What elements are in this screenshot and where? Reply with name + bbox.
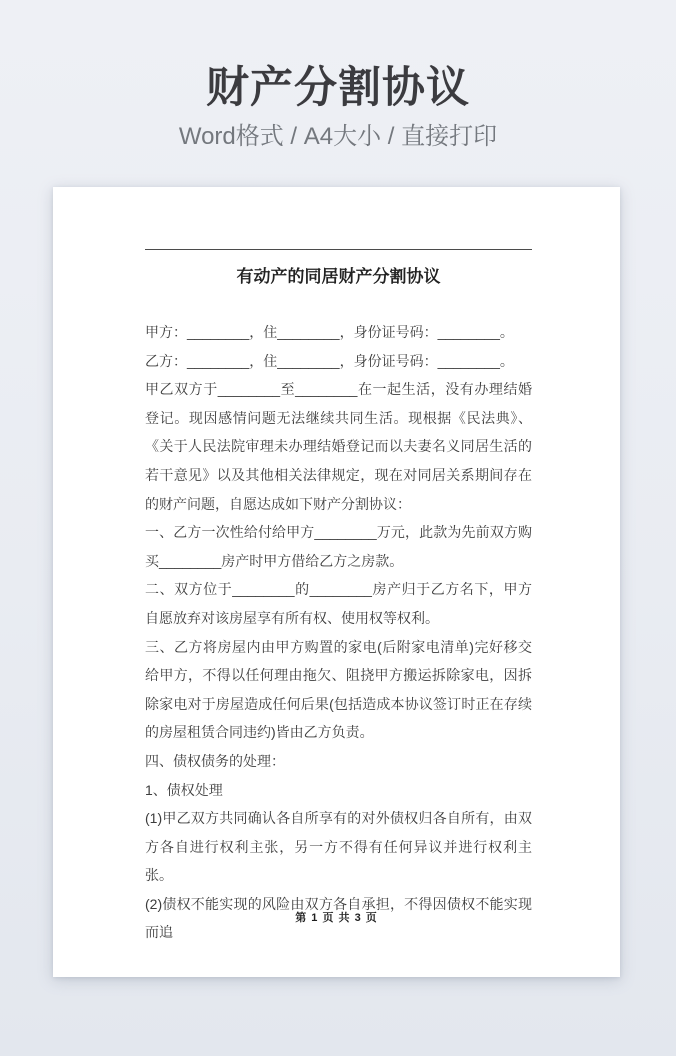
document-paragraph: 甲方：________，住________，身份证号码：________。 xyxy=(145,324,514,340)
document-paragraph: 1、债权处理 xyxy=(145,781,223,798)
hero-subtitle: Word格式 / A4大小 / 直接打印 xyxy=(178,123,498,150)
document-paragraph: 四、债权债务的处理： xyxy=(145,752,285,769)
page-number-footer: 第 1 页 共 3 页 xyxy=(295,912,378,924)
document-page-preview xyxy=(53,187,620,977)
document-paragraph: 一、乙方一次性给付给甲方________万元，此款为先前双方购买________房产时甲方借给乙方之房款。 xyxy=(145,524,532,569)
document-page-content xyxy=(145,187,532,947)
document-body xyxy=(145,318,532,947)
document-paragraph: 乙方：________，住________，身份证号码：________。 xyxy=(145,352,514,369)
document-paragraph: 甲乙双方于________至________在一起生活，没有办理结婚登记。现因感情问题无法继续共同生活。现根据《民法典》、《关于人民法院审理未办理结婚登记而以夫妻名义同居生活的若干意见》以及其他相关法律规定，现在对同居关系期间存在的财产问题，自愿达成如下财产分割协议： xyxy=(145,381,532,512)
document-paragraph: (1)甲乙双方共同确认各自所享有的对外债权归各自所有，由双方各自进行权利主张，另一方不得有任何异议并进行权利主张。 xyxy=(145,810,532,884)
hero-title: 财产分割协议 xyxy=(206,64,470,112)
document-paragraph: (2)债权不能实现的风险由双方各自承担，不得因债权不能实现而追 xyxy=(145,895,532,941)
document-paragraph: 二、双方位于________的________房产归于乙方名下，甲方自愿放弃对该房屋享有所有权、使用权等权利。 xyxy=(145,581,532,626)
separator-line xyxy=(145,249,532,250)
document-title: 有动产的同居财产分割协议 xyxy=(236,267,441,286)
document-paragraph: 三、乙方将房屋内由甲方购置的家电(后附家电清单)完好移交给甲方，不得以任何理由拖欠、阻挠甲方搬运拆除家电，因拆除家电对于房屋造成任何后果(包括造成本协议签订时正在存续的房屋租赁合同违约)皆由乙方负责。 xyxy=(145,638,532,741)
